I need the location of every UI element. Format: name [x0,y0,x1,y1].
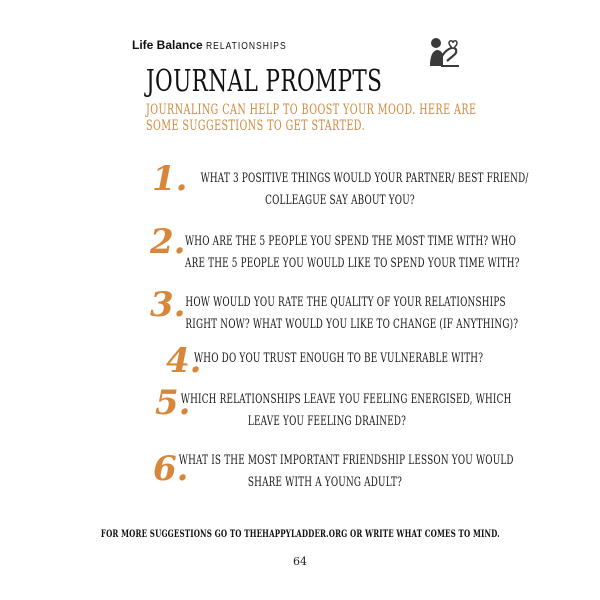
prompt-line: WHICH RELATIONSHIPS LEAVE YOU FEELING ENERGISED, WHICH [180,392,512,407]
footer-note [0,528,600,540]
prompt-line: RIGHT NOW? WHAT WOULD YOU LIKE TO CHANGE (IF ANYTHING)? [185,317,519,332]
prompt-number: 3. [150,285,186,325]
prompt-number: 4. [166,341,202,381]
brand-name: Life Balance [132,38,203,52]
prompt-line: HOW WOULD YOU RATE THE QUALITY OF YOUR RELATIONSHIPS [185,295,506,310]
running-header [132,36,301,54]
prompt-number: 2. [150,222,186,262]
subtitle-line: SOME SUGGESTIONS TO GET STARTED. [146,118,366,134]
prompt-text [180,389,512,433]
prompt-text [185,231,520,275]
prompt-line: ARE THE 5 PEOPLE YOU WOULD LIKE TO SPEND YOUR TIME WITH? [185,256,520,271]
prompt-line: WHAT IS THE MOST IMPORTANT FRIENDSHIP LESSON YOU WOULD [178,453,514,468]
prompt-line: SHARE WITH A YOUNG ADULT? [247,475,403,490]
prompt-text [200,168,529,212]
page-subtitle [146,102,477,134]
page-title: JOURNAL PROMPTS [146,64,383,99]
section-name: RELATIONSHIPS [205,41,287,52]
prompt-number: 6. [153,449,189,489]
prompt-line: WHO ARE THE 5 PEOPLE YOU SPEND THE MOST TIME WITH? WHO [185,234,517,249]
subtitle-line: JOURNALING CAN HELP TO BOOST YOUR MOOD. HERE ARE [146,102,477,118]
prompt-text [194,348,484,370]
prompt-text [185,292,519,336]
prompt-line: WHO DO YOU TRUST ENOUGH TO BE VULNERABLE WITH? [194,351,484,366]
person-heart-icon [427,35,461,69]
prompt-line: LEAVE YOU FEELING DRAINED? [247,414,407,429]
prompt-line: COLLEAGUE SAY ABOUT YOU? [265,193,415,208]
prompt-text [178,450,514,494]
prompt-line: WHAT 3 POSITIVE THINGS WOULD YOUR PARTNER/ BEST FRIEND/ [200,171,529,186]
page-number: 64 [293,555,307,568]
prompt-number: 1. [152,159,188,199]
prompt-number: 5. [155,383,191,423]
footer-text: FOR MORE SUGGESTIONS GO TO THEHAPPYLADDER.ORG OR WRITE WHAT COMES TO MIND. [100,528,500,540]
